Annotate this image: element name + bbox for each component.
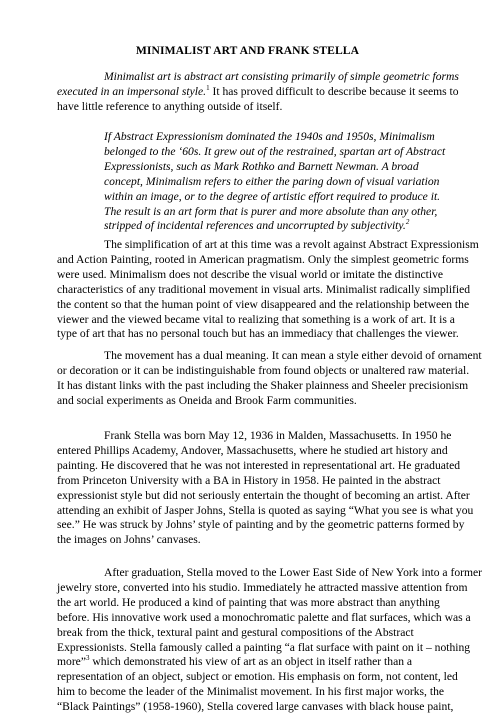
block-quote — [104, 130, 444, 234]
text-line — [104, 145, 444, 160]
text-line — [57, 596, 457, 611]
text-run: After graduation, Stella moved to the Lower East Side of New York into a former — [104, 566, 482, 579]
text-run: stripped of incidental references and uncorrupted by subjectivity. — [104, 219, 406, 233]
text-line — [57, 610, 471, 626]
text-line — [57, 670, 457, 685]
text-line: attending an exhibit of Jasper Johns, Stella is quoted as saying “What you see is what you — [57, 503, 474, 517]
text-line: The movement has a dual meaning. It can mean a style either devoid of ornament — [104, 349, 482, 362]
text-line: from Princeton University with a BA in History in 1958. He painted in the abstract — [57, 473, 441, 487]
text-line: type of art that has no personal touch but has an immediacy that challenges the viewer. — [57, 327, 459, 341]
text-run: the art world. He produced a kind of painting that was more abstract than anything — [57, 595, 440, 609]
text-line: were used. Minimalism does not describe the visual world or imitate the distinctive — [57, 267, 444, 281]
text-run: within an image, or to the degree of artistic effort required to produce it. — [104, 189, 441, 203]
text-run: have little reference to anything outside of itself. — [57, 99, 283, 113]
text-line: the images on Johns’ canvases. — [57, 533, 201, 547]
text-run: more” — [57, 655, 86, 669]
text-line — [57, 655, 457, 670]
text-line: or decoration or it can be indistinguishable from found objects or unaltered raw material. — [57, 363, 470, 377]
text-line — [57, 85, 457, 100]
text-line — [57, 100, 457, 115]
text-line: expressionist style but did not seriously entertain the thought of becoming an artist. After — [57, 488, 470, 502]
text-line — [57, 626, 457, 641]
text-line — [104, 160, 444, 175]
text-line: the content so that the human point of view disappeared and the relationship between the — [57, 297, 470, 311]
paragraph-simplification — [57, 238, 479, 342]
text-run: The result is an art form that is purer and more absolute than any other, — [104, 204, 438, 218]
footnote-marker: 2 — [405, 218, 410, 227]
paragraph-dual-meaning — [57, 349, 482, 409]
text-line: viewer and the viewed became vital to realizing that something is a work of art. It is a — [57, 312, 455, 326]
text-run: Expressionists, such as Mark Rothko and Barnett Newman. A broad — [104, 159, 419, 173]
text-run: jewelry store, converted into his studio. Immediately he attracted massive attention from — [57, 580, 468, 594]
text-run: Minimalist art is abstract art consisting primarily of simple geometric forms — [104, 70, 459, 83]
footnote-marker: 1 — [206, 83, 210, 92]
text-line — [104, 190, 444, 205]
footnote-marker: 3 — [85, 654, 90, 663]
text-line: entered Phillips Academy, Andover, Massachusetts, where he studied art history and — [57, 443, 448, 457]
text-run: belonged to the ‘60s. It grew out of the restrained, spartan art of Abstract — [104, 144, 446, 158]
text-line — [57, 566, 482, 581]
text-line: characteristics of any traditional movement in visual arts. Minimalist radically simplified — [57, 282, 471, 296]
text-line: and social experiments as Oneida and Brook Farm communities. — [57, 393, 357, 407]
text-run: Expressionists. Stella famously called a painting “a flat surface with paint on it – nothing — [57, 640, 471, 654]
text-run: executed in an impersonal style. — [57, 84, 207, 98]
text-line — [57, 640, 471, 656]
text-line: see.” He was struck by Johns’ style of painting and by the geometric patterns formed by — [57, 518, 465, 532]
text-run: “Black Paintings” (1958-1960), Stella covered large canvases with black house paint, — [57, 700, 454, 714]
paragraph-stella-biography — [57, 429, 474, 548]
text-line — [57, 70, 457, 85]
text-line — [57, 685, 457, 700]
text-line — [57, 700, 457, 715]
text-run: break from the thick, textural paint and gestural compositions of the Abstract — [57, 625, 414, 639]
text-run: which demonstrated his view of art as an object in itself rather than a — [89, 655, 413, 669]
text-line: The simplification of art at this time was a revolt against Abstract Expressionism — [104, 238, 479, 251]
text-line — [104, 175, 444, 190]
text-run: representation of an object, subject or emotion. His emphasis on form, not content, led — [57, 670, 458, 684]
text-line: Frank Stella was born May 12, 1936 in Malden, Massachusetts. In 1950 he — [104, 429, 452, 442]
text-line — [104, 219, 444, 234]
text-run: before. His innovative work used a monochromatic palette and flat surfaces, which was a — [57, 610, 471, 624]
text-line — [57, 580, 468, 596]
intro-paragraph — [57, 70, 457, 115]
text-run: If Abstract Expressionism dominated the 1940s and 1950s, Minimalism — [104, 130, 435, 143]
text-run: concept, Minimalism refers to either the paring down of visual variation — [104, 174, 440, 188]
text-run: It has proved difficult to describe because it seems to — [209, 84, 459, 98]
text-line: painting. He discovered that he was not interested in representational art. He graduated — [57, 458, 461, 472]
text-line — [104, 130, 444, 145]
page-title: MINIMALIST ART AND FRANK STELLA — [135, 44, 360, 57]
text-line: and Action Painting, rooted in American pragmatism. Only the simplest geometric forms — [57, 252, 469, 266]
text-run: him to become the leader of the Minimalist movement. In his first major works, the — [57, 685, 445, 699]
text-line — [104, 205, 444, 220]
paragraph-after-graduation — [57, 566, 482, 715]
text-line: It has distant links with the past including the Shaker plainness and Sheeler precisionism — [57, 378, 469, 392]
